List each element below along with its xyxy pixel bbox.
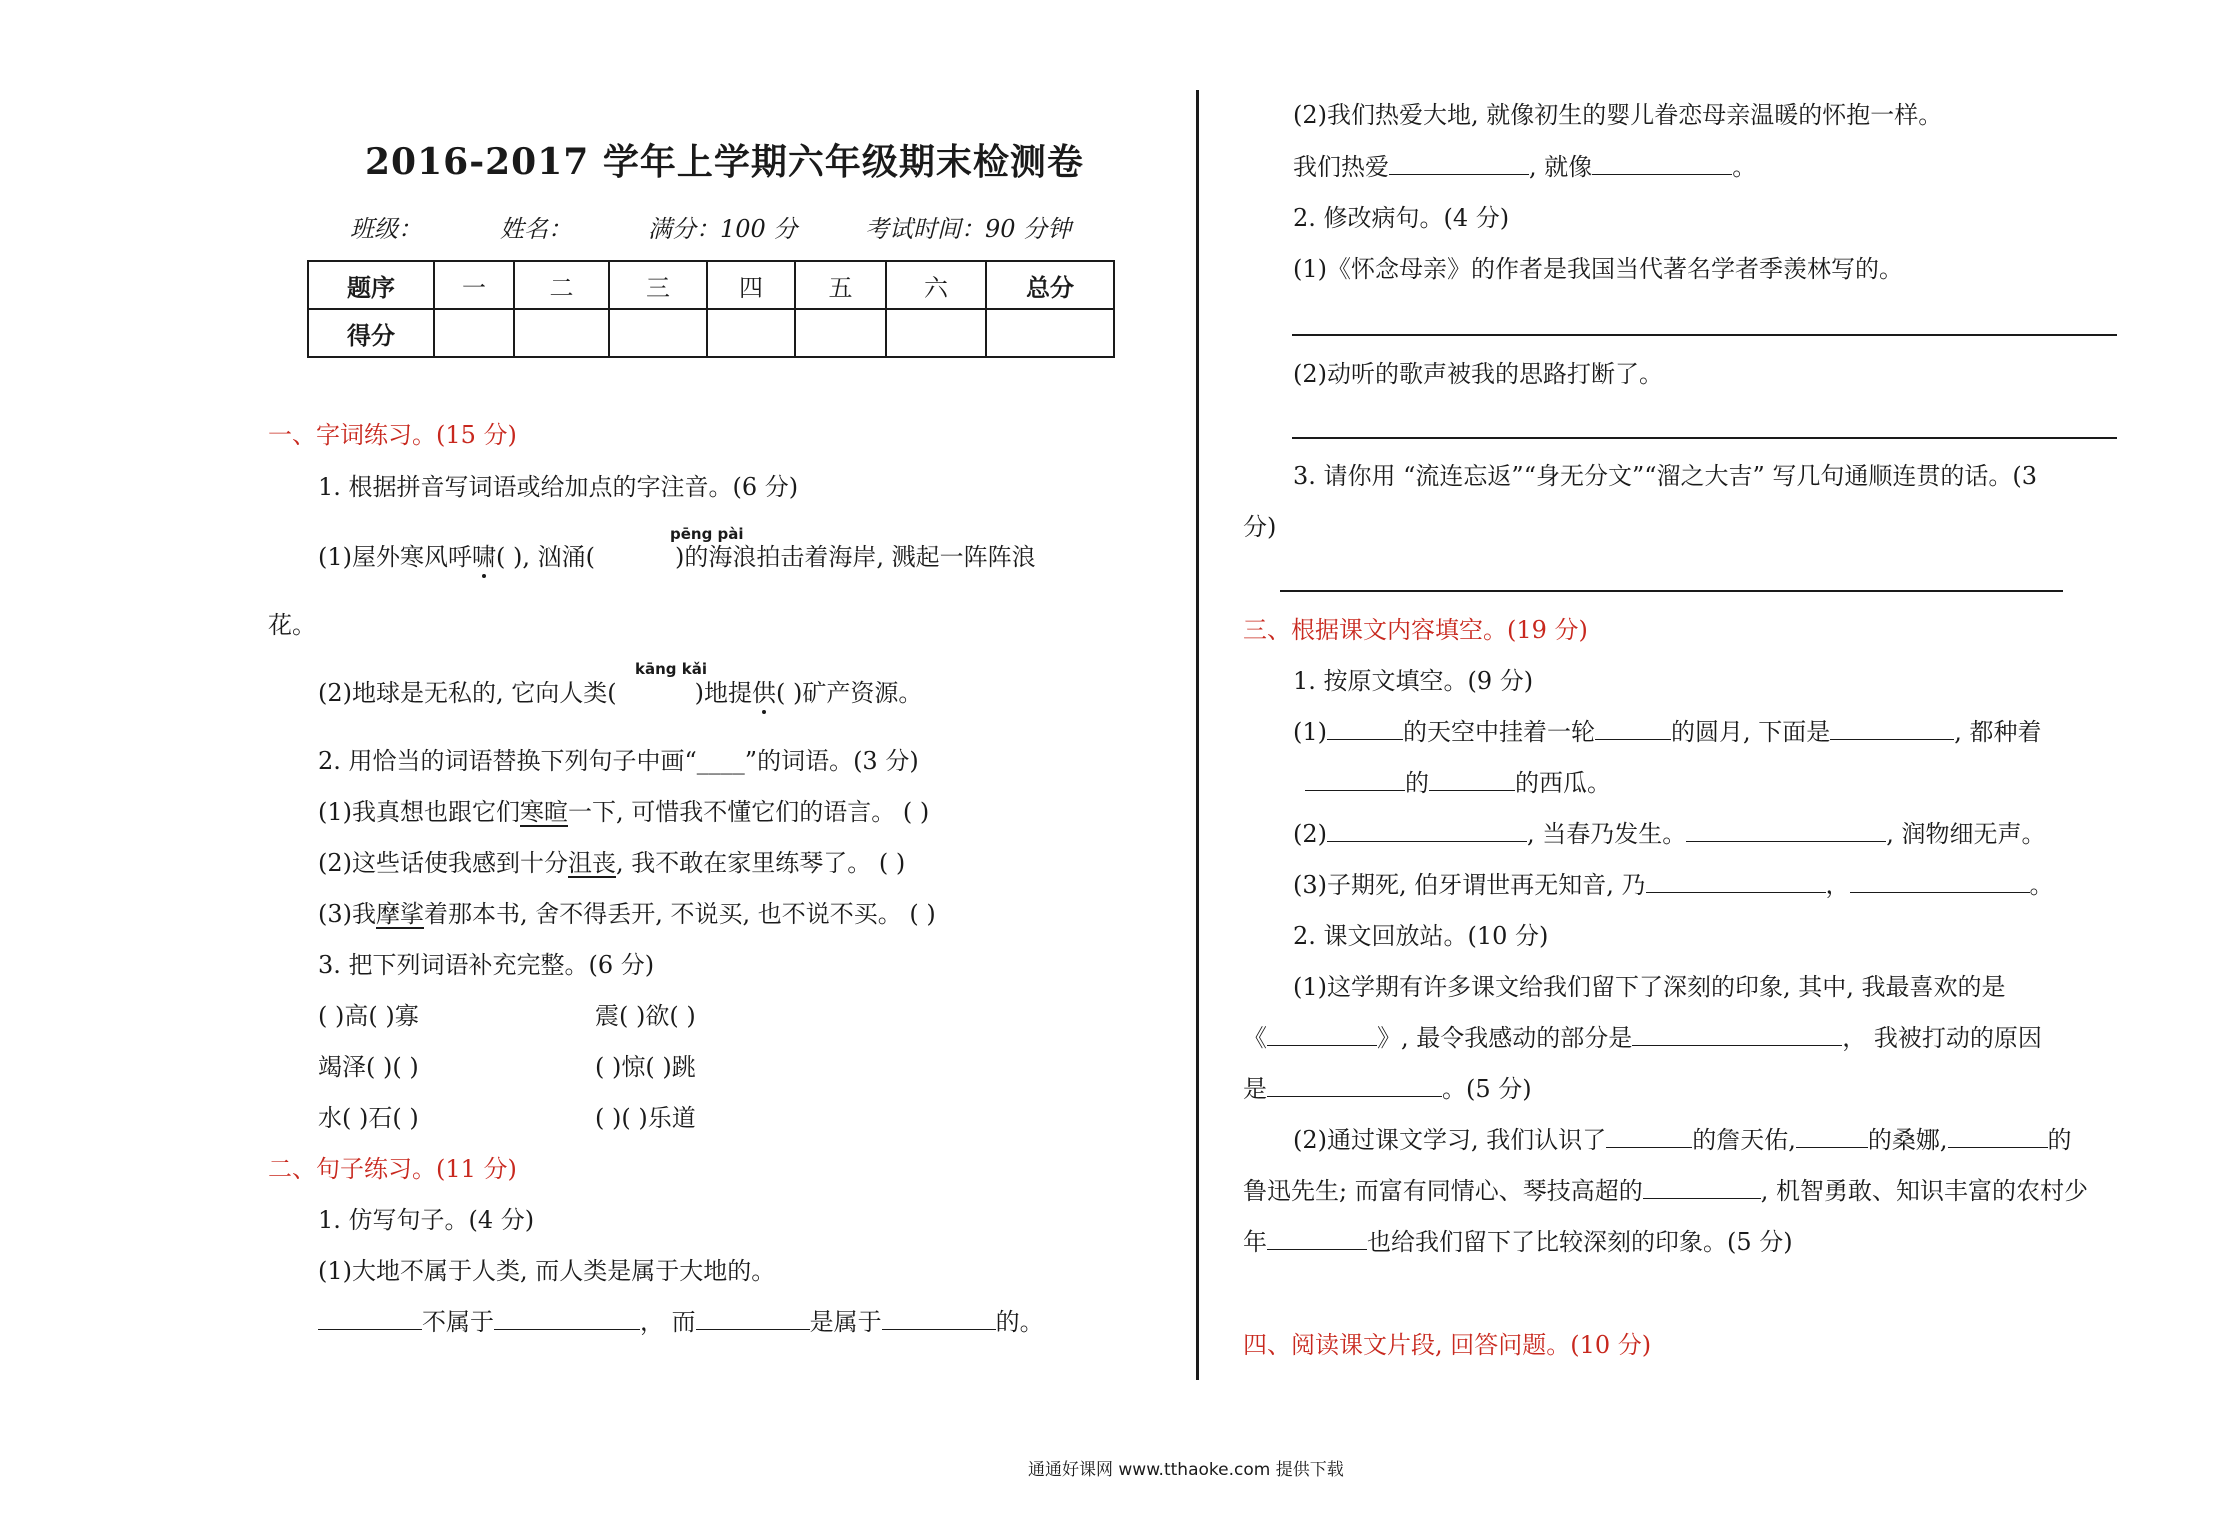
footer-credit: 通通好课网 www.tthaoke.com 提供下载 (1028, 1460, 1344, 1480)
idiom-blank[interactable]: 震( )欲( ) (595, 1002, 696, 1030)
question-3-2-1-cont (1243, 1021, 2042, 1055)
text-span: , 机智勇敢、知识丰富的农村少 (1760, 1177, 2088, 1205)
table-cell: 总分 (986, 261, 1114, 309)
question-1-1: 1. 根据拼音写词语或给加点的字注音。(6 分) (318, 473, 799, 501)
score-table-header-row (308, 261, 1114, 309)
answer-blank[interactable] (1646, 868, 1826, 893)
text-span: 的西瓜。 (1515, 769, 1611, 797)
question-1-2-2 (318, 846, 905, 880)
text-span: 鲁迅先生; 而富有同情心、琴技高超的 (1243, 1177, 1643, 1205)
question-2-2: 2. 修改病句。(4 分) (1293, 204, 1510, 232)
question-3-1-1 (1293, 715, 2042, 749)
idiom-blank[interactable]: 竭泽( )( ) (318, 1053, 419, 1081)
answer-blank[interactable] (696, 1305, 810, 1330)
text-span: 的桑娜, (1867, 1126, 1948, 1154)
pinyin-hint: pēng pài (670, 525, 744, 543)
score-table (307, 260, 1115, 358)
question-2-1-1-fill (318, 1305, 1044, 1339)
section-1-title: 一、字词练习。(15 分) (268, 421, 517, 449)
score-input-cell[interactable] (707, 309, 795, 357)
text-span: 的 (1405, 769, 1429, 797)
question-1-1-1-end: 花。 (268, 611, 316, 639)
underlined-word: 沮丧 (568, 849, 616, 877)
section-4-title: 四、阅读课文片段, 回答问题。(10 分) (1243, 1331, 1652, 1359)
text-span: 。 (2029, 871, 2054, 899)
text-span: 的詹天佑, (1692, 1126, 1796, 1154)
text-span: 的天空中挂着一轮 (1403, 718, 1595, 746)
table-cell: 六 (886, 261, 986, 309)
underlined-word: 寒暄 (520, 798, 568, 826)
question-3-1-1-cont (1305, 766, 1611, 800)
text-span: (1) (1293, 718, 1327, 746)
answer-blank[interactable] (1389, 150, 1529, 175)
text-span: 《 (1243, 1024, 1267, 1052)
question-3-2-2-end (1243, 1225, 1793, 1259)
question-1-2: 2. 用恰当的词语替换下列句子中画“____”的词语。(3 分) (318, 747, 919, 775)
answer-blank[interactable] (1643, 1174, 1761, 1199)
text-span: 的圆月, 下面是 (1671, 718, 1831, 746)
answer-blank[interactable] (1327, 715, 1403, 740)
question-2-1-2-fill (1293, 150, 1756, 184)
answer-blank[interactable] (882, 1305, 996, 1330)
score-table-score-row (308, 309, 1114, 357)
text-span: , 当春乃发生。 (1527, 820, 1687, 848)
answer-blank[interactable] (1429, 766, 1515, 791)
answer-blank[interactable] (1632, 1021, 1842, 1046)
text-span: 也给我们留下了比较深刻的印象。(5 分) (1367, 1228, 1793, 1256)
question-2-1-2: (2)我们热爱大地, 就像初生的婴儿眷恋母亲温暖的怀抱一样。 (1293, 101, 1943, 129)
text-span: , 都种着 (1954, 718, 2042, 746)
answer-blank[interactable] (1595, 715, 1671, 740)
exam-title: 2016-2017 学年上学期六年级期末检测卷 (365, 141, 1084, 183)
question-3-2-1: (1)这学期有许多课文给我们留下了深刻的印象, 其中, 我最喜欢的是 (1293, 973, 2006, 1001)
text-span: 是属于 (809, 1308, 882, 1336)
text-span: (2)通过课文学习, 我们认识了 (1293, 1126, 1607, 1154)
question-1-1-1 (318, 540, 1036, 574)
text-span: ， 而 (640, 1308, 696, 1336)
question-2-2-1: (1)《怀念母亲》的作者是我国当代著名学者季羡林写的。 (1293, 255, 1903, 283)
text-span: 。(5 分) (1442, 1075, 1532, 1103)
answer-blank[interactable] (1606, 1123, 1692, 1148)
text-span: 一下, 可惜我不懂它们的语言。 ( ) (568, 798, 930, 826)
answer-blank[interactable] (1686, 817, 1886, 842)
text-span: ( ), 汹涌( (496, 543, 595, 571)
dotted-char: 供 (752, 679, 776, 707)
text-span: 的 (2047, 1126, 2072, 1154)
answer-blank[interactable] (1267, 1021, 1377, 1046)
idiom-blank[interactable]: ( )( )乐道 (595, 1104, 696, 1132)
text-span: , 就像 (1529, 153, 1593, 181)
answer-line[interactable] (1292, 334, 2117, 336)
question-3-2: 2. 课文回放站。(10 分) (1293, 922, 1549, 950)
text-span: 》, 最令我感动的部分是 (1377, 1024, 1633, 1052)
pinyin-hint: kāng kǎi (635, 660, 707, 678)
table-cell: 得分 (308, 309, 434, 357)
full-score: 满分：100 分 (648, 215, 798, 243)
text-span: (2)地球是无私的, 它向人类( (318, 679, 617, 707)
answer-line[interactable] (1280, 590, 2063, 592)
question-2-1-1: (1)大地不属于人类, 而人类是属于大地的。 (318, 1257, 776, 1285)
name-label: 姓名： (500, 215, 572, 243)
question-2-3-cont: 分) (1243, 513, 1277, 541)
question-3-2-2-cont (1243, 1174, 2088, 1208)
text-span: (2) (1293, 820, 1327, 848)
text-span: 是 (1243, 1075, 1267, 1103)
idiom-blank[interactable]: 水( )石( ) (318, 1104, 419, 1132)
question-3-1-3 (1293, 868, 2054, 902)
underlined-word: 摩挲 (376, 900, 424, 928)
text-span: (1)我真想也跟它们 (318, 798, 520, 826)
column-divider (1196, 90, 1199, 1380)
text-span: 我们热爱 (1293, 153, 1389, 181)
question-3-2-1-end (1243, 1072, 1532, 1106)
answer-blank[interactable] (494, 1305, 640, 1330)
score-input-cell[interactable] (886, 309, 986, 357)
idiom-blank[interactable]: ( )高( )寡 (318, 1002, 419, 1030)
question-1-1-2 (318, 676, 922, 710)
answer-blank[interactable] (1850, 868, 2030, 893)
text-span: 年 (1243, 1228, 1267, 1256)
answer-blank[interactable] (1267, 1225, 1367, 1250)
score-input-cell[interactable] (434, 309, 514, 357)
table-cell: 四 (707, 261, 795, 309)
answer-blank[interactable] (1830, 715, 1954, 740)
question-2-1: 1. 仿写句子。(4 分) (318, 1206, 535, 1234)
text-span: ， 我被打动的原因 (1842, 1024, 2042, 1052)
question-1-2-1 (318, 795, 929, 829)
text-span: 不属于 (422, 1308, 494, 1336)
exam-time: 考试时间：90 分钟 (865, 215, 1072, 243)
question-1-3: 3. 把下列词语补充完整。(6 分) (318, 951, 655, 979)
text-span: (2)这些话使我感到十分 (318, 849, 568, 877)
idiom-blank[interactable]: ( )惊( )跳 (595, 1053, 696, 1081)
text-span: )的海浪拍击着海岸, 溅起一阵阵浪 (674, 543, 1036, 571)
answer-blank[interactable] (1267, 1072, 1442, 1097)
text-span: (3)我 (318, 900, 376, 928)
question-3-2-2 (1293, 1123, 2072, 1157)
table-cell: 二 (514, 261, 609, 309)
text-span: 着那本书, 舍不得丢开, 不说买, 也不说不买。 ( ) (424, 900, 936, 928)
class-label: 班级： (350, 215, 422, 243)
score-input-cell[interactable] (986, 309, 1114, 357)
answer-blank[interactable] (318, 1305, 422, 1330)
answer-blank[interactable] (1305, 766, 1405, 791)
answer-blank[interactable] (1327, 817, 1527, 842)
text-span: , 我不敢在家里练琴了。 ( ) (616, 849, 906, 877)
text-span: ( )矿产资源。 (776, 679, 923, 707)
answer-blank[interactable] (1592, 150, 1732, 175)
score-input-cell[interactable] (514, 309, 609, 357)
text-span: (1)屋外寒风呼 (318, 543, 472, 571)
text-span: 。 (1732, 153, 1757, 181)
question-3-1: 1. 按原文填空。(9 分) (1293, 667, 1534, 695)
text-span: 的。 (995, 1308, 1044, 1336)
text-span: (3)子期死, 伯牙谓世再无知音, 乃 (1293, 871, 1646, 899)
score-input-cell[interactable] (795, 309, 886, 357)
table-cell: 五 (795, 261, 886, 309)
question-1-2-3 (318, 897, 936, 931)
text-span: ， (1825, 871, 1850, 899)
text-span: , 润物细无声。 (1886, 820, 2046, 848)
answer-line[interactable] (1292, 437, 2117, 439)
table-cell: 一 (434, 261, 514, 309)
dotted-char: 啸 (472, 543, 496, 571)
text-span: )地提 (694, 679, 752, 707)
table-cell: 三 (609, 261, 707, 309)
question-2-2-2: (2)动听的歌声被我的思路打断了。 (1293, 360, 1663, 388)
score-input-cell[interactable] (609, 309, 707, 357)
question-3-1-2 (1293, 817, 2046, 851)
question-2-3: 3. 请你用 “流连忘返”“身无分文”“溜之大吉” 写几句通顺连贯的话。(3 (1293, 462, 2038, 490)
table-cell: 题序 (308, 261, 434, 309)
answer-blank[interactable] (1948, 1123, 2048, 1148)
answer-blank[interactable] (1796, 1123, 1868, 1148)
section-3-title: 三、根据课文内容填空。(19 分) (1243, 616, 1588, 644)
section-2-title: 二、句子练习。(11 分) (268, 1155, 517, 1183)
